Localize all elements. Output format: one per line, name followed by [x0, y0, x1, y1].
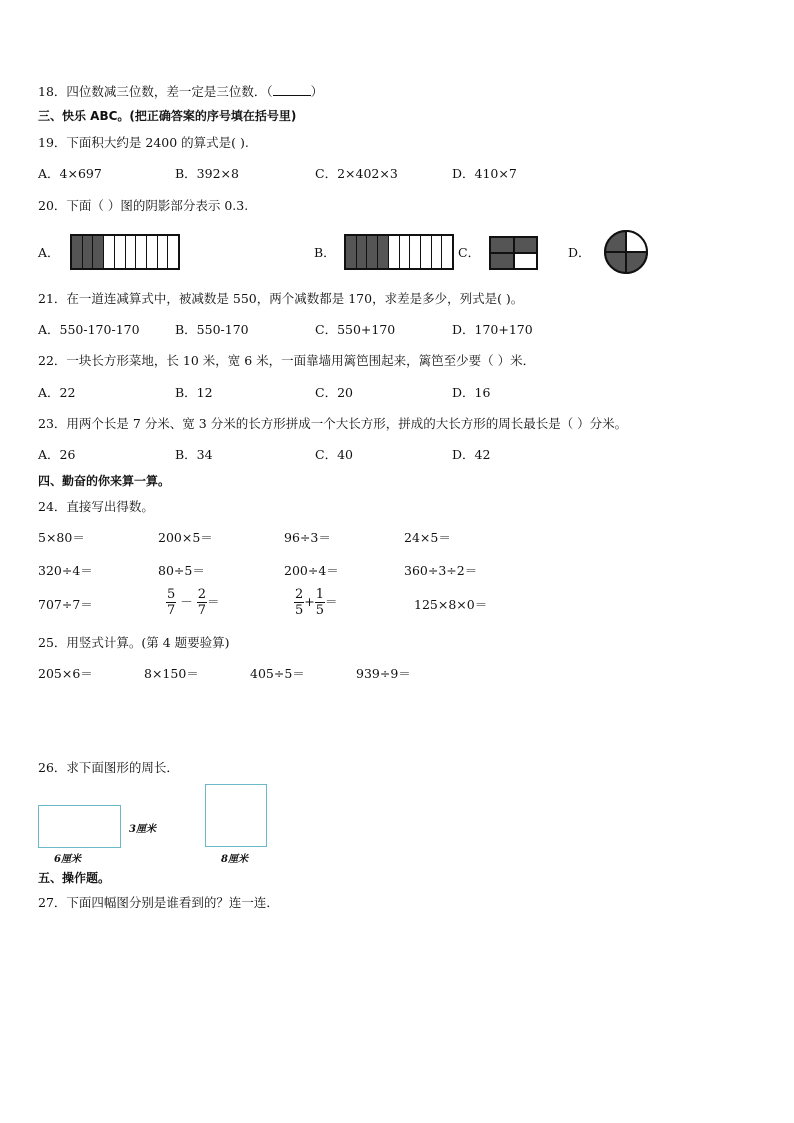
q21-option-c[interactable]: C．550+170	[315, 322, 396, 337]
q20-label-d[interactable]: D．	[568, 245, 591, 260]
q23-option-b[interactable]: B．34	[175, 447, 213, 462]
q24-item: 5×80＝	[38, 530, 85, 545]
q23-option-c[interactable]: C．40	[315, 447, 353, 462]
q20-label-b[interactable]: B．	[314, 245, 336, 260]
q24-item: 125×8×0＝	[414, 597, 488, 612]
q19-option-d[interactable]: D．410×7	[452, 166, 517, 181]
q26-rect-width-label: 6厘米	[54, 854, 81, 865]
question-26: 26．求下面图形的周长．	[38, 760, 179, 775]
q21-option-a[interactable]: A．550-170-170	[38, 322, 140, 337]
q24-fraction-expr-1: $\frac{5}{7}$ － $\frac{2}{7}$ ＝	[167, 587, 220, 618]
q24-item: 320÷4＝	[38, 563, 93, 578]
question-27: 27．下面四幅图分别是谁看到的？连一连．	[38, 895, 279, 910]
question-22: 22．一块长方形菜地，长 10 米，宽 6 米，一面靠墙用篱笆围起来，篱笆至少要（ ）米．	[38, 353, 536, 368]
q23-option-a[interactable]: A．26	[38, 447, 76, 462]
q19-option-c[interactable]: C．2×402×3	[315, 166, 398, 181]
question-18-text: 18．四位数减三位数，差一定是三位数．（	[38, 84, 273, 99]
q26-square-side-label: 8厘米	[221, 854, 248, 865]
q26-rectangle-figure	[38, 805, 121, 848]
q21-option-b[interactable]: B．550-170	[175, 322, 249, 337]
question-24: 24．直接写出得数。	[38, 499, 154, 514]
question-20: 20．下面（ ）图的阴影部分表示 0.3.	[38, 198, 249, 213]
q24-fraction-expr-2: $\frac{2}{5}$ + $\frac{1}{5}$ ＝	[295, 587, 338, 618]
q22-option-a[interactable]: A．22	[38, 385, 76, 400]
section-4-title: 四、勤奋的你来算一算。	[38, 474, 171, 488]
q20-figure-d-circle	[603, 229, 649, 275]
question-25: 25．用竖式计算。(第 4 题要验算)	[38, 635, 230, 650]
q22-option-b[interactable]: B．12	[175, 385, 213, 400]
q24-item: 96÷3＝	[284, 530, 331, 545]
question-23: 23．用两个长是 7 分米、宽 3 分米的长方形拼成一个大长方形，拼成的大长方形的周长最长是（ ）分米。	[38, 416, 628, 431]
question-19: 19．下面积大约是 2400 的算式是( ).	[38, 135, 249, 150]
question-18: 18．四位数减三位数，差一定是三位数．（ ）	[38, 84, 324, 99]
q25-item: 405÷5＝	[250, 666, 305, 681]
q25-item: 205×6＝	[38, 666, 93, 681]
q24-item: 200÷4＝	[284, 563, 339, 578]
q19-option-b[interactable]: B．392×8	[175, 166, 239, 181]
q24-item: 360÷3÷2＝	[404, 563, 478, 578]
q20-figure-c-grid	[489, 236, 538, 270]
q24-item: 707÷7＝	[38, 597, 93, 612]
q26-square-figure	[205, 784, 267, 847]
answer-blank[interactable]	[273, 83, 311, 96]
q20-label-c[interactable]: C．	[458, 245, 481, 260]
q20-figure-a-bar	[70, 234, 180, 270]
q25-item: 939÷9＝	[356, 666, 411, 681]
q22-option-c[interactable]: C．20	[315, 385, 353, 400]
section-5-title: 五、操作题。	[38, 871, 111, 885]
q21-option-d[interactable]: D．170+170	[452, 322, 533, 337]
section-3-title: 三、快乐 ABC。(把正确答案的序号填在括号里)	[38, 109, 297, 123]
q20-label-a[interactable]: A．	[38, 245, 60, 260]
q26-rect-height-label: 3厘米	[129, 824, 156, 835]
q24-item: 200×5＝	[158, 530, 213, 545]
q19-option-a[interactable]: A．4×697	[38, 166, 102, 181]
q24-item: 24×5＝	[404, 530, 451, 545]
q25-item: 8×150＝	[144, 666, 199, 681]
q20-figure-b-bar	[344, 234, 454, 270]
q24-item: 80÷5＝	[158, 563, 205, 578]
question-21: 21．在一道连减算式中，被减数是 550，两个减数都是 170，求差是多少，列式是( )。	[38, 291, 524, 306]
q22-option-d[interactable]: D．16	[452, 385, 491, 400]
q23-option-d[interactable]: D．42	[452, 447, 491, 462]
